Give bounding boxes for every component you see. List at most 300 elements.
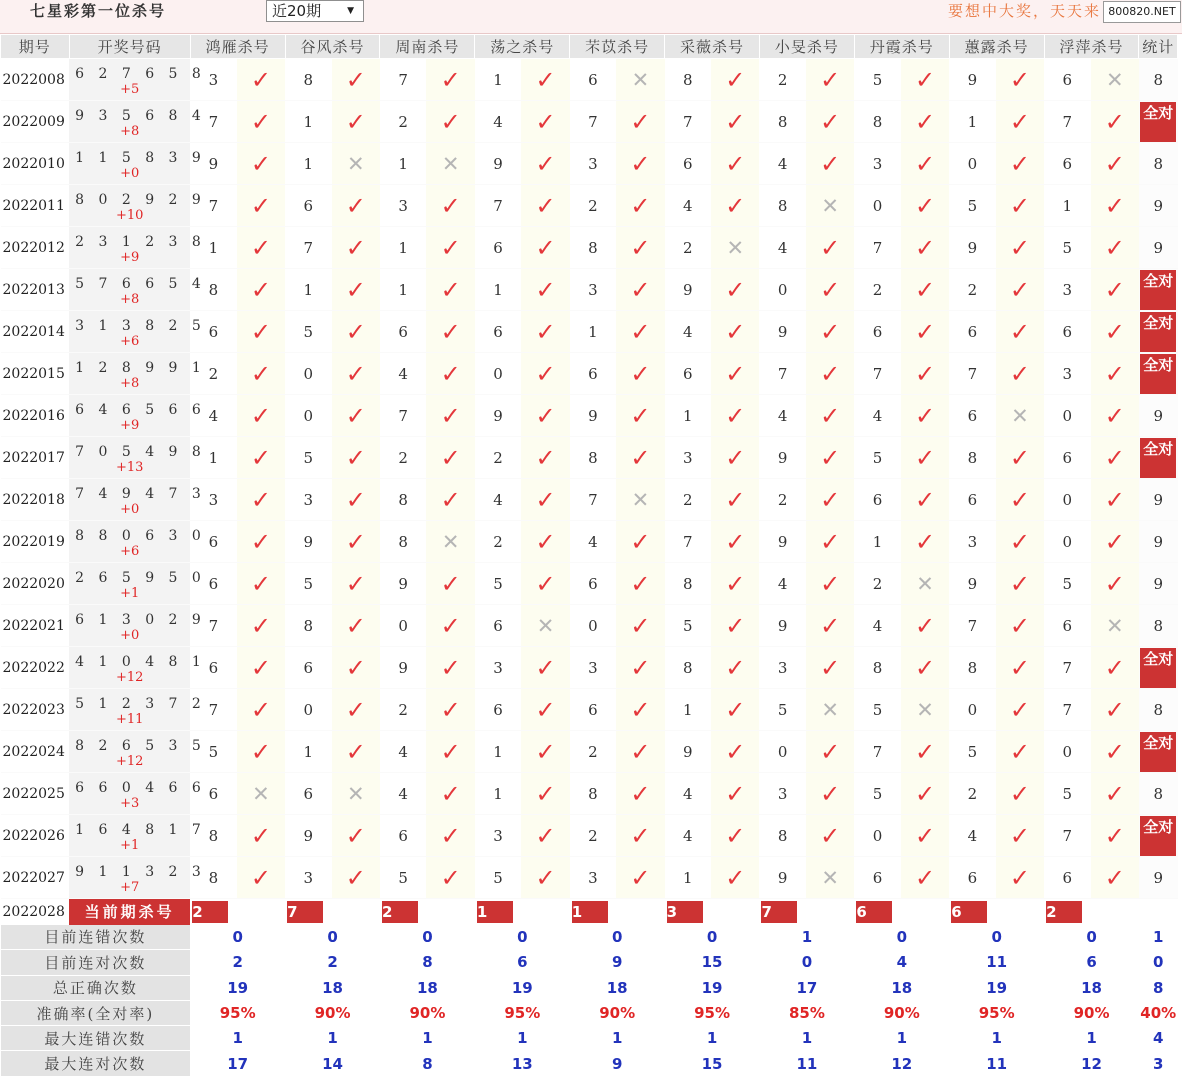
current-period-row [1, 899, 1178, 925]
result-cell [996, 773, 1044, 815]
kill-number: 5 [285, 437, 331, 479]
kill-number: 6 [285, 185, 331, 227]
current-kill-number: 2 [1046, 901, 1082, 923]
result-cell [521, 143, 569, 185]
result-cell [711, 563, 759, 605]
kill-number: 8 [759, 101, 805, 143]
kill-number: 1 [380, 269, 426, 311]
result-cell [237, 185, 285, 227]
col-header-count: 统计 [1139, 35, 1178, 59]
kill-number: 8 [854, 101, 900, 143]
result-cell [616, 857, 664, 899]
checkmark-icon: ✓ [345, 443, 366, 472]
table-row [1, 311, 1178, 353]
kill-number: 6 [949, 479, 995, 521]
kill-number: 4 [665, 311, 711, 353]
result-cell [996, 815, 1044, 857]
checkmark-icon: ✓ [1104, 107, 1125, 136]
result-cell [332, 227, 380, 269]
kill-number: 6 [1044, 857, 1090, 899]
result-cell [996, 605, 1044, 647]
col-header-zhounan: 周南杀号 [380, 35, 475, 59]
checkmark-icon: ✓ [820, 65, 841, 94]
kill-number: 8 [665, 647, 711, 689]
result-cell [521, 101, 569, 143]
all-right-badge: 全对 [1140, 312, 1176, 352]
stat-value: 95% [190, 1000, 285, 1025]
result-cell [901, 353, 949, 395]
kill-number: 9 [759, 311, 805, 353]
result-cell [616, 815, 664, 857]
kill-number: 9 [475, 143, 521, 185]
result-cell [806, 185, 854, 227]
kill-number: 6 [854, 857, 900, 899]
checkmark-icon: ✓ [1104, 569, 1125, 598]
checkmark-icon: ✓ [630, 821, 651, 850]
kill-number: 7 [854, 731, 900, 773]
result-cell [332, 479, 380, 521]
kill-number: 4 [380, 731, 426, 773]
checkmark-icon: ✓ [630, 611, 651, 640]
checkmark-icon: ✓ [535, 737, 556, 766]
checkmark-icon: ✓ [250, 401, 271, 430]
checkmark-icon: ✓ [250, 863, 271, 892]
stat-value: 2 [190, 950, 285, 975]
result-cell [521, 647, 569, 689]
kill-number: 7 [190, 101, 236, 143]
checkmark-icon: ✓ [914, 527, 936, 556]
draw-cell [69, 437, 206, 479]
draw-offset: +0 [120, 165, 140, 181]
checkmark-icon: ✓ [345, 233, 366, 262]
kill-number: 6 [1044, 59, 1090, 101]
result-cell [521, 773, 569, 815]
checkmark-icon: ✓ [630, 779, 651, 808]
checkmark-icon: ✓ [820, 779, 841, 808]
issue-number: 2022014 [1, 311, 70, 353]
kill-number: 7 [949, 353, 995, 395]
result-cell [806, 479, 854, 521]
kill-number: 2 [759, 479, 805, 521]
current-kill-cell [854, 899, 949, 925]
table-row [1, 143, 1178, 185]
result-cell [901, 185, 949, 227]
checkmark-icon: ✓ [630, 107, 651, 136]
result-cell [426, 143, 474, 185]
result-cell [616, 563, 664, 605]
stat-value: 11 [949, 1051, 1044, 1076]
all-right-badge: 全对 [1140, 732, 1176, 772]
cross-icon: ✕ [821, 865, 839, 890]
issue-number: 2022020 [1, 563, 70, 605]
cross-icon: ✕ [1105, 613, 1124, 638]
draw-numbers: 9 1 1 3 2 3 [75, 863, 206, 880]
result-cell [332, 731, 380, 773]
result-cell [901, 269, 949, 311]
table-row [1, 59, 1178, 101]
checkmark-icon: ✓ [725, 863, 746, 892]
result-cell [426, 311, 474, 353]
result-cell [806, 143, 854, 185]
checkmark-icon: ✓ [1104, 653, 1125, 682]
kill-number: 4 [380, 773, 426, 815]
result-cell [332, 857, 380, 899]
checkmark-icon: ✓ [725, 317, 746, 346]
kill-number: 0 [475, 353, 521, 395]
chevron-down-icon: ▼ [347, 6, 354, 16]
kill-number: 3 [380, 185, 426, 227]
checkmark-icon: ✓ [820, 611, 841, 640]
checkmark-icon: ✓ [1009, 275, 1030, 304]
kill-number: 3 [759, 647, 805, 689]
checkmark-icon: ✓ [250, 359, 271, 388]
kill-number: 1 [475, 59, 521, 101]
kill-number: 5 [1044, 227, 1090, 269]
checkmark-icon: ✓ [345, 359, 366, 388]
hit-count [1139, 311, 1178, 353]
checkmark-icon: ✓ [440, 779, 461, 808]
checkmark-icon: ✓ [535, 653, 556, 682]
all-right-badge: 全对 [1140, 438, 1176, 478]
checkmark-icon: ✓ [630, 737, 651, 766]
hit-count [1139, 647, 1178, 689]
issue-number: 2022023 [1, 689, 70, 731]
kill-number: 3 [570, 269, 616, 311]
checkmark-icon: ✓ [535, 149, 556, 178]
kill-number: 5 [190, 731, 236, 773]
result-cell [332, 395, 380, 437]
checkmark-icon: ✓ [1009, 443, 1030, 472]
draw-numbers: 9 3 5 6 8 4 [75, 107, 206, 124]
checkmark-icon: ✓ [820, 653, 841, 682]
checkmark-icon: ✓ [1104, 779, 1125, 808]
checkmark-icon: ✓ [914, 191, 936, 220]
cross-icon: ✕ [1105, 67, 1124, 92]
kill-number: 4 [570, 521, 616, 563]
result-cell [1091, 395, 1139, 437]
draw-numbers: 6 6 0 4 6 6 [75, 779, 206, 796]
kill-number: 6 [665, 143, 711, 185]
draw-numbers: 5 7 6 6 5 4 [75, 275, 206, 292]
kill-number: 1 [285, 101, 331, 143]
result-cell [616, 605, 664, 647]
checkmark-icon: ✓ [535, 527, 556, 556]
checkmark-icon: ✓ [440, 863, 461, 892]
period-select[interactable] [266, 0, 364, 22]
checkmark-icon: ✓ [820, 359, 841, 388]
checkmark-icon: ✓ [1104, 737, 1125, 766]
stat-value: 0 [665, 925, 760, 950]
stat-label: 最大连错次数 [1, 1026, 191, 1051]
checkmark-icon: ✓ [630, 317, 651, 346]
kill-number: 2 [759, 59, 805, 101]
result-cell [711, 815, 759, 857]
draw-offset: +5 [120, 81, 140, 97]
kill-number: 0 [759, 269, 805, 311]
checkmark-icon: ✓ [440, 233, 461, 262]
result-cell [332, 605, 380, 647]
kill-number: 1 [285, 143, 331, 185]
result-cell [711, 227, 759, 269]
result-cell [426, 353, 474, 395]
result-cell [1091, 269, 1139, 311]
result-cell [806, 395, 854, 437]
draw-cell [69, 773, 206, 815]
kill-number: 0 [1044, 395, 1090, 437]
current-kill-label: 当前期杀号 [69, 899, 190, 925]
stat-value: 0 [190, 925, 285, 950]
result-cell [806, 437, 854, 479]
kill-number: 3 [570, 143, 616, 185]
kill-number: 4 [190, 395, 236, 437]
result-cell [711, 773, 759, 815]
checkmark-icon: ✓ [440, 737, 461, 766]
result-cell [237, 773, 285, 815]
current-kill-number: 2 [382, 901, 418, 923]
stat-value: 1 [475, 1026, 570, 1051]
kill-number: 5 [285, 563, 331, 605]
draw-numbers: 6 4 6 5 6 6 [75, 401, 206, 418]
result-cell [237, 647, 285, 689]
kill-number: 4 [665, 185, 711, 227]
checkmark-icon: ✓ [440, 653, 461, 682]
col-header-hongyan: 鸿雁杀号 [190, 35, 285, 59]
result-cell [996, 101, 1044, 143]
cross-icon: ✕ [726, 235, 745, 260]
all-right-badge: 全对 [1140, 816, 1176, 856]
result-cell [332, 143, 380, 185]
result-cell [521, 857, 569, 899]
checkmark-icon: ✓ [250, 233, 271, 262]
result-cell [237, 689, 285, 731]
kill-number: 1 [475, 731, 521, 773]
kill-number: 0 [285, 689, 331, 731]
draw-offset: +10 [115, 207, 144, 223]
all-right-badge: 全对 [1140, 354, 1176, 394]
issue-number: 2022021 [1, 605, 70, 647]
table-row [1, 353, 1178, 395]
draw-cell [69, 395, 206, 437]
checkmark-icon: ✓ [535, 485, 556, 514]
kill-number: 6 [285, 647, 331, 689]
issue-number: 2022016 [1, 395, 70, 437]
draw-cell [69, 101, 206, 143]
current-kill-cell [380, 899, 475, 925]
checkmark-icon: ✓ [630, 191, 651, 220]
hit-count: 8 [1139, 689, 1178, 731]
kill-number: 8 [190, 815, 236, 857]
result-cell [616, 773, 664, 815]
result-cell [521, 395, 569, 437]
kill-number: 5 [854, 59, 900, 101]
kill-number: 8 [665, 563, 711, 605]
draw-cell [69, 479, 206, 521]
checkmark-icon: ✓ [440, 65, 461, 94]
kill-number: 7 [570, 479, 616, 521]
stat-label: 最大连对次数 [1, 1051, 191, 1076]
checkmark-icon: ✓ [345, 695, 366, 724]
result-cell [426, 815, 474, 857]
checkmark-icon: ✓ [725, 737, 746, 766]
kill-number: 3 [570, 857, 616, 899]
issue-number: 2022010 [1, 143, 70, 185]
draw-cell [69, 647, 206, 689]
result-cell [1091, 857, 1139, 899]
result-cell [237, 143, 285, 185]
kill-number: 0 [854, 185, 900, 227]
checkmark-icon: ✓ [914, 401, 936, 430]
table-row [1, 101, 1178, 143]
kill-number: 9 [949, 563, 995, 605]
table-row [1, 269, 1178, 311]
kill-number: 6 [190, 773, 236, 815]
checkmark-icon: ✓ [820, 233, 841, 262]
issue-number: 2022017 [1, 437, 70, 479]
stat-value: 19 [949, 975, 1044, 1000]
result-cell [1091, 521, 1139, 563]
table-row [1, 857, 1178, 899]
result-cell [426, 773, 474, 815]
result-cell [711, 101, 759, 143]
result-cell [616, 521, 664, 563]
result-cell [521, 731, 569, 773]
result-cell [996, 437, 1044, 479]
checkmark-icon: ✓ [345, 653, 366, 682]
stat-value: 95% [665, 1000, 760, 1025]
cross-icon: ✕ [441, 151, 460, 176]
checkmark-icon: ✓ [630, 863, 651, 892]
kill-number: 3 [949, 521, 995, 563]
kill-number: 9 [380, 647, 426, 689]
kill-number: 3 [285, 479, 331, 521]
checkmark-icon: ✓ [820, 443, 841, 472]
checkmark-icon: ✓ [1009, 821, 1030, 850]
result-cell [521, 563, 569, 605]
kill-number: 3 [570, 647, 616, 689]
stat-value: 11 [949, 950, 1044, 975]
draw-offset: +12 [115, 669, 144, 685]
checkmark-icon: ✓ [914, 65, 936, 94]
kill-number: 1 [1044, 185, 1090, 227]
result-cell [426, 647, 474, 689]
stat-total: 40% [1139, 1000, 1178, 1025]
kill-number: 9 [759, 857, 805, 899]
stat-value: 19 [475, 975, 570, 1000]
checkmark-icon: ✓ [1104, 317, 1125, 346]
checkmark-icon: ✓ [725, 821, 746, 850]
result-cell [332, 437, 380, 479]
result-cell [806, 857, 854, 899]
draw-offset: +9 [120, 249, 140, 265]
checkmark-icon: ✓ [1009, 359, 1030, 388]
current-kill-cell [285, 899, 380, 925]
kill-number: 4 [380, 353, 426, 395]
hit-count: 9 [1139, 563, 1178, 605]
checkmark-icon: ✓ [250, 695, 271, 724]
kill-number: 9 [665, 269, 711, 311]
result-cell [806, 101, 854, 143]
kill-number: 7 [570, 101, 616, 143]
draw-numbers: 1 6 4 8 1 7 [75, 821, 206, 838]
checkmark-icon: ✓ [630, 359, 651, 388]
result-cell [237, 269, 285, 311]
issue-number: 2022015 [1, 353, 70, 395]
kill-number: 0 [1044, 479, 1090, 521]
result-cell [901, 731, 949, 773]
checkmark-icon: ✓ [440, 611, 461, 640]
kill-number: 6 [949, 395, 995, 437]
checkmark-icon: ✓ [345, 275, 366, 304]
result-cell [996, 521, 1044, 563]
result-cell [901, 647, 949, 689]
stat-value: 8 [380, 950, 475, 975]
draw-offset: +8 [120, 291, 140, 307]
kill-number: 6 [1044, 311, 1090, 353]
stat-value: 15 [665, 950, 760, 975]
kill-number: 6 [1044, 605, 1090, 647]
kill-number: 6 [1044, 143, 1090, 185]
checkmark-icon: ✓ [535, 821, 556, 850]
result-cell [901, 773, 949, 815]
table-header-row [1, 35, 1178, 59]
kill-number: 3 [475, 647, 521, 689]
result-cell [237, 59, 285, 101]
checkmark-icon: ✓ [250, 65, 271, 94]
result-cell [901, 521, 949, 563]
result-cell [711, 311, 759, 353]
checkmark-icon: ✓ [440, 401, 461, 430]
result-cell [711, 479, 759, 521]
table-row [1, 689, 1178, 731]
kill-number: 7 [285, 227, 331, 269]
stat-value: 1 [759, 1026, 854, 1051]
stat-value: 14 [285, 1051, 380, 1076]
result-cell [996, 563, 1044, 605]
stat-row [1, 975, 1178, 1000]
kill-number: 3 [190, 59, 236, 101]
hit-count: 8 [1139, 605, 1178, 647]
checkmark-icon: ✓ [250, 317, 271, 346]
checkmark-icon: ✓ [1009, 695, 1030, 724]
kill-number: 1 [665, 857, 711, 899]
col-header-gufeng: 谷风杀号 [285, 35, 380, 59]
checkmark-icon: ✓ [250, 821, 271, 850]
checkmark-icon: ✓ [345, 191, 366, 220]
checkmark-icon: ✓ [345, 611, 366, 640]
kill-number: 6 [190, 647, 236, 689]
current-kill-cell [475, 899, 570, 925]
cross-icon: ✕ [252, 781, 270, 806]
stat-value: 0 [380, 925, 475, 950]
cross-icon: ✕ [441, 529, 460, 554]
checkmark-icon: ✓ [345, 569, 366, 598]
result-cell [711, 857, 759, 899]
result-cell [711, 269, 759, 311]
checkmark-icon: ✓ [535, 275, 556, 304]
stat-value: 1 [759, 925, 854, 950]
checkmark-icon: ✓ [1104, 359, 1125, 388]
kill-number: 5 [380, 857, 426, 899]
checkmark-icon: ✓ [725, 65, 746, 94]
kill-number: 2 [475, 521, 521, 563]
draw-offset: +7 [120, 879, 140, 895]
draw-cell [69, 689, 206, 731]
checkmark-icon: ✓ [630, 401, 651, 430]
hit-count: 9 [1139, 479, 1178, 521]
result-cell [901, 857, 949, 899]
checkmark-icon: ✓ [725, 401, 746, 430]
stat-value: 19 [665, 975, 760, 1000]
